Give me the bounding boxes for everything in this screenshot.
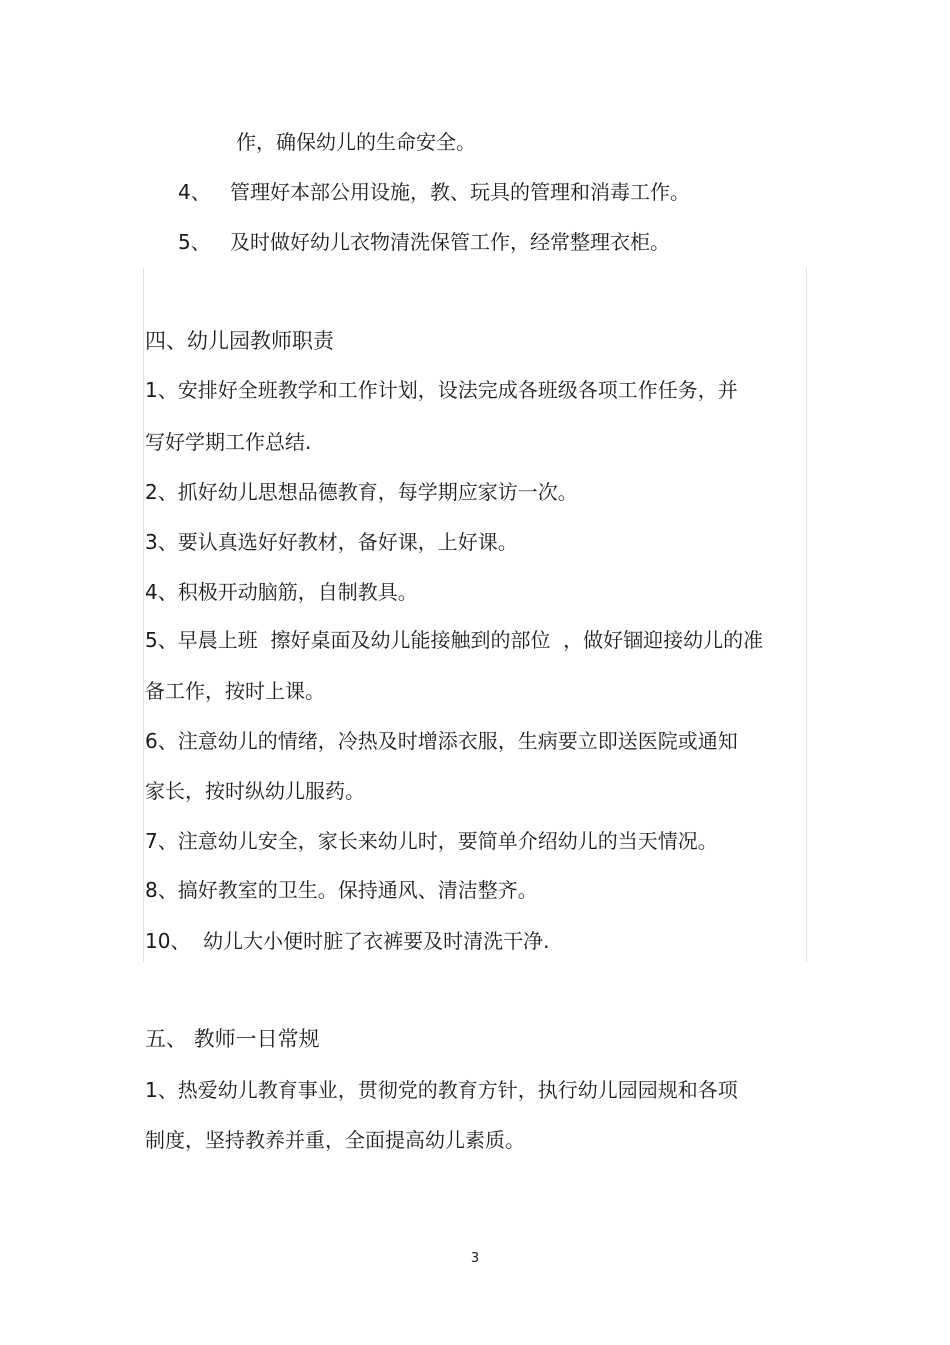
section-heading: 四、幼儿园教师职责: [145, 329, 334, 353]
paragraph-line: 1、热爱幼儿教育事业，贯彻党的教育方针，执行幼儿园园规和各项: [145, 1078, 738, 1102]
item-number: 5、: [178, 230, 211, 254]
paragraph-line: 7、注意幼儿安全，家长来幼儿时，要简单介绍幼儿的当天情况。: [145, 829, 718, 853]
box-border-left: [143, 268, 144, 962]
paragraph-line: 家长，按时纵幼儿服药。: [145, 779, 365, 803]
paragraph-line: 1、安排好全班教学和工作计划，设法完成各班级各项工作任务，并: [145, 378, 738, 402]
item-number: 4、: [178, 180, 211, 204]
page-number: 3: [470, 1251, 480, 1266]
paragraph-line: 2、抓好幼儿思想品德教育，每学期应家访一次。: [145, 480, 578, 504]
paragraph-line: 4、积极开动脑筋，自制教具。: [145, 580, 418, 604]
paragraph-line: 8、搞好教室的卫生。保持通风、清洁整齐。: [145, 878, 538, 902]
paragraph-line: 6、注意幼儿的情绪，冷热及时增添衣服，生病要立即送医院或通知: [145, 729, 738, 753]
paragraph-line: 5、早晨上班 擦好桌面及幼儿能接触到的部位 ，做好锢迎接幼儿的准: [145, 628, 764, 652]
continuation-text: 作，确保幼儿的生命安全。: [236, 130, 476, 154]
section-heading: 五、 教师一日常规: [145, 1027, 320, 1051]
item-text: 管理好本部公用设施，教、玩具的管理和消毒工作。: [230, 180, 690, 204]
paragraph-line: 制度，坚持教养并重，全面提高幼儿素质。: [145, 1128, 525, 1152]
item-text: 及时做好幼儿衣物清洗保管工作，经常整理衣柜。: [230, 230, 670, 254]
list-item: [178, 178, 211, 206]
list-item: [178, 228, 211, 256]
paragraph-line: 备工作，按时上课。: [145, 679, 325, 703]
paragraph-line: 写好学期工作总结.: [145, 430, 312, 454]
paragraph-line: 3、要认真选好好教材，备好课，上好课。: [145, 530, 518, 554]
paragraph-line: 10、 幼儿大小便时脏了衣裤要及时清洗干净.: [145, 929, 550, 953]
box-border-right: [806, 268, 807, 962]
